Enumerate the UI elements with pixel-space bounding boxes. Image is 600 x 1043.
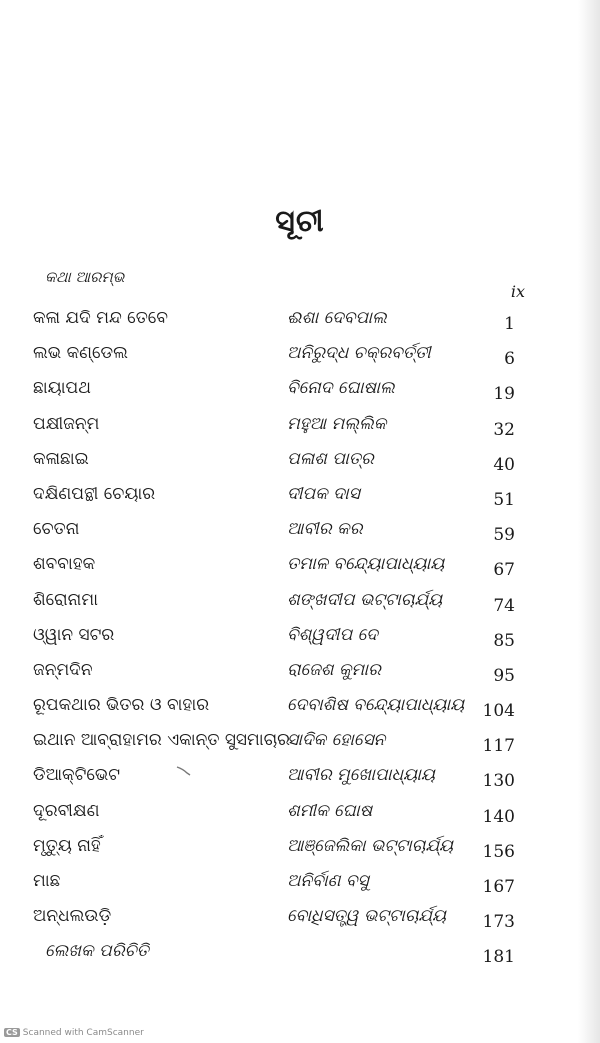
toc-entry-title: ଦକ୍ଷିଣପନ୍ଥୀ ଚେୟାର: [33, 483, 156, 504]
toc-entry-title: ଚେତନା: [33, 519, 80, 540]
page-title: ସୂଚୀ: [275, 204, 325, 239]
scanner-watermark: [4, 1028, 144, 1038]
toc-list: [0, 304, 600, 973]
toc-entry-author: ବିଶ୍ୱଦୀପ ଦେ: [287, 624, 378, 645]
toc-row: [0, 832, 600, 867]
toc-entry-author: ଶଙ୍ଖଦୀପ ଭଟ୍ଟାଚାର୍ଯ୍ୟ: [287, 589, 443, 610]
toc-row: [0, 902, 600, 937]
toc-entry-page: 181: [482, 947, 515, 968]
toc-entry-title: ଛାୟାପଥ: [33, 378, 91, 399]
toc-entry-page: 167: [482, 877, 515, 897]
toc-row: [0, 480, 600, 515]
toc-entry-author: ବୋଧିସତ୍ତ୍ୱ ଭଟ୍ଟାଚାର୍ଯ୍ୟ: [287, 906, 447, 927]
toc-entry-page: 130: [482, 771, 515, 792]
toc-entry-title: ମୃତ୍ୟୁ ନାହିଁ: [33, 835, 101, 856]
toc-entry-page: 173: [482, 912, 515, 933]
toc-entry-page: 95: [493, 665, 515, 686]
toc-preface-page: ix: [510, 282, 525, 301]
toc-entry-author: ଶମୀକ ଘୋଷ: [287, 800, 373, 821]
camscanner-logo: CS: [6, 1028, 18, 1037]
toc-entry-author: ଦେବାଶିଷ ବନ୍ଦ୍ୟୋପାଧ୍ୟାୟ: [287, 695, 465, 716]
toc-entry-title: ମାଛ: [33, 871, 61, 891]
toc-entry-page: 19: [493, 384, 515, 405]
toc-entry-title: ଶିରୋନାମା: [33, 589, 98, 610]
toc-entry-page: 140: [482, 806, 515, 827]
toc-entry-author: ଆଞ୍ଜେଲିକା ଭଟ୍ଟାଚାର୍ଯ୍ୟ: [287, 835, 454, 856]
toc-entry-author: ଆବୀର କର: [287, 519, 363, 540]
toc-entry-author: ଅନିରୁଦ୍ଧ ଚକ୍ରବର୍ତ୍ତୀ: [287, 343, 431, 364]
toc-entry-author: ତମାଳ ବନ୍ଦ୍ୟୋପାଧ୍ୟାୟ: [287, 554, 445, 575]
toc-entry-title: ଲଭ କଣ୍ଡେଲ: [33, 343, 128, 364]
toc-entry-author: ସାଦିକ ହୋସେନ: [287, 730, 386, 751]
toc-entry-title: ଶବବାହକ: [33, 554, 96, 575]
toc-row: [0, 445, 600, 480]
toc-entry-page: 40: [493, 454, 515, 475]
toc-entry-page: 104: [482, 701, 515, 722]
toc-entry-author: ପଳାଶ ପାତ୍ର: [287, 448, 374, 469]
toc-row: [0, 691, 600, 726]
toc-row: [0, 761, 600, 796]
toc-entry-title: ଓ୍ୱାନ ସଟର: [33, 624, 115, 645]
toc-entry-author: ଅନିର୍ବାଣ ବସୁ: [287, 871, 369, 891]
toc-row: [0, 304, 600, 339]
toc-row: [0, 656, 600, 691]
watermark-text: Scanned with CamScanner: [22, 1028, 144, 1038]
toc-entry-author: ଦୀପକ ଦାସ: [287, 483, 360, 504]
toc-row: [0, 937, 600, 972]
toc-entry-author: ଆବୀର ମୁଖୋପାଧ୍ୟାୟ: [287, 765, 435, 786]
toc-entry-page: 67: [493, 560, 515, 581]
toc-entry-page: 6: [504, 349, 515, 370]
toc-entry-page: 74: [493, 595, 515, 616]
toc-entry-title: ଡିଆକ୍ଟିଭେଟ: [33, 765, 121, 786]
toc-entry-page: 32: [493, 419, 515, 440]
toc-entry-title: ଲେଖକ ପରିଚିତି: [45, 941, 149, 962]
toc-entry-page: 85: [493, 630, 515, 651]
toc-entry-author: ଈଶା ଦେବପାଲ: [287, 308, 387, 328]
toc-row: [0, 586, 600, 621]
toc-entry-title: ଜନ୍ମଦିନ: [33, 659, 93, 680]
toc-entry-title: ଦୂରବୀକ୍ଷଣ: [33, 800, 100, 821]
toc-entry-title: କଳାଛାଇ: [33, 448, 89, 469]
toc-row: [0, 797, 600, 832]
toc-row: [0, 550, 600, 585]
toc-entry-title: ପକ୍ଷୀଜନ୍ମ: [33, 413, 100, 434]
toc-entry-page: 1: [504, 314, 515, 334]
toc-entry-page: 59: [493, 525, 515, 546]
toc-row: [0, 867, 600, 902]
toc-entry-title: ରୂପକଥାର ଭିତର ଓ ବାହାର: [33, 695, 210, 716]
toc-entry-page: 51: [493, 489, 515, 510]
toc-row: [0, 515, 600, 550]
toc-entry-author: ରାଜେଶ କୁମାର: [287, 659, 381, 680]
pen-mark: [176, 765, 192, 777]
toc-preface-row: [45, 268, 525, 301]
toc-entry-page: 117: [482, 736, 515, 757]
toc-row: [0, 726, 600, 761]
toc-row: [0, 410, 600, 445]
toc-entry-page: 156: [482, 841, 515, 862]
toc-entry-title: ଅନ୍ଧଲଉଡ଼ି: [33, 906, 112, 927]
toc-entry-title: କଳା ଯଦି ମନ୍ଦ ତେବେ: [33, 308, 168, 328]
toc-row: [0, 374, 600, 409]
toc-row: [0, 621, 600, 656]
toc-entry-title: ଇଥାନ ଆବ୍ରାହାମର ଏକାନ୍ତ ସୁସମାଚାର: [33, 730, 291, 751]
toc-entry-author: ମହୁଆ ମଲ୍ଲିକ: [287, 413, 387, 434]
toc-row: [0, 339, 600, 374]
toc-entry-author: ବିନୋଦ ଘୋଷାଲ: [287, 378, 395, 399]
toc-preface-title: କଥା ଆରମ୍ଭ: [45, 268, 125, 286]
